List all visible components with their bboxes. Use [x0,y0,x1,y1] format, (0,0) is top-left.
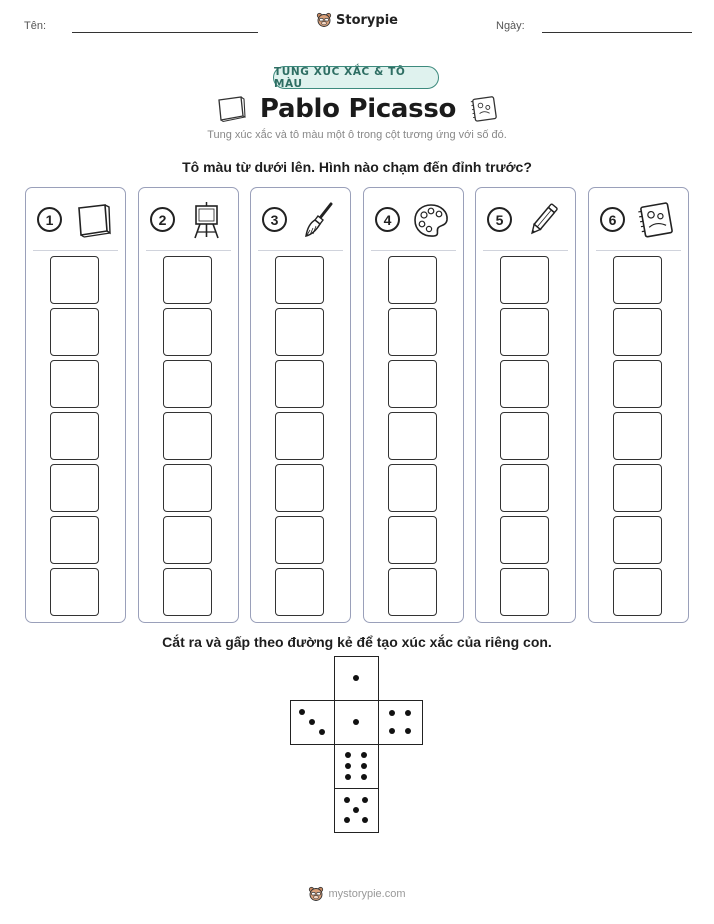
color-box[interactable] [388,412,437,460]
bear-logo-icon [316,12,332,28]
column-number: 2 [150,207,175,232]
column-number: 6 [600,207,625,232]
die-instruction: Cắt ra và gấp theo đường kẻ để tạo xúc xắc của riêng con. [162,634,552,650]
die-pip [405,728,411,734]
die-pip [345,763,351,769]
column-number: 3 [262,207,287,232]
column-1 [25,187,126,623]
column-4 [363,187,464,623]
subtitle: Tung xúc xắc và tô màu một ô trong cột tương ứng với số đó. [207,129,507,141]
name-line[interactable] [72,32,258,33]
die-pip [405,710,411,716]
date-line[interactable] [542,32,692,33]
color-box[interactable] [163,568,212,616]
color-box[interactable] [275,412,324,460]
column-5 [475,187,576,623]
color-box[interactable] [500,308,549,356]
color-box[interactable] [50,308,99,356]
die-pip [361,774,367,780]
date-label: Ngày: [496,20,525,32]
activity-badge: TUNG XÚC XẮC & TÔ MÀU [273,66,439,89]
color-box[interactable] [50,256,99,304]
easel-icon [186,200,226,240]
column-2 [138,187,239,623]
title-row [0,91,714,127]
die-face-3 [334,700,379,745]
brand-name: Storypie [336,12,398,28]
sketchbook-icon [636,200,676,240]
color-box[interactable] [500,412,549,460]
color-box[interactable] [500,464,549,512]
brand-logo [0,12,714,28]
color-box[interactable] [613,308,662,356]
bear-logo-icon [308,886,324,902]
page-title: Pablo Picasso [259,94,457,124]
column-number: 4 [375,207,400,232]
color-box[interactable] [275,256,324,304]
die-pip [309,719,315,725]
color-box[interactable] [613,516,662,564]
color-box[interactable] [275,568,324,616]
die-pip [362,817,368,823]
color-box[interactable] [163,308,212,356]
die-pip [353,719,359,725]
box-stack [388,256,438,620]
color-box[interactable] [613,256,662,304]
color-box[interactable] [275,360,324,408]
die-pip [345,752,351,758]
die-face-1 [334,656,379,701]
box-stack [275,256,325,620]
box-stack [500,256,550,620]
die-face-2 [290,700,335,745]
box-stack [613,256,663,620]
die-face-5 [334,744,379,789]
column-number: 5 [487,207,512,232]
color-box[interactable] [163,360,212,408]
color-box[interactable] [388,360,437,408]
color-box[interactable] [613,412,662,460]
color-box[interactable] [388,568,437,616]
box-stack [50,256,100,620]
die-pip [361,763,367,769]
die-pip [362,797,368,803]
color-box[interactable] [613,464,662,512]
color-box[interactable] [50,568,99,616]
sketchbook-icon [470,96,498,122]
paintbrush-icon [298,200,338,240]
color-box[interactable] [388,516,437,564]
die-pip [344,817,350,823]
color-box[interactable] [50,412,99,460]
die-face-4 [378,700,423,745]
color-box[interactable] [275,464,324,512]
color-box[interactable] [500,516,549,564]
die-face-6 [334,788,379,833]
color-box[interactable] [500,256,549,304]
color-box[interactable] [500,360,549,408]
die-pip [389,710,395,716]
color-box[interactable] [50,516,99,564]
instruction: Tô màu từ dưới lên. Hình nào chạm đến đỉnh trước? [182,159,532,175]
color-box[interactable] [50,464,99,512]
die-pip [361,752,367,758]
color-box[interactable] [500,568,549,616]
column-number: 1 [37,207,62,232]
die-pip [299,709,305,715]
die-pip [353,675,359,681]
palette-icon [411,200,451,240]
color-box[interactable] [275,308,324,356]
color-box[interactable] [163,256,212,304]
footer [0,886,714,902]
color-box[interactable] [163,464,212,512]
color-box[interactable] [163,412,212,460]
color-box[interactable] [613,568,662,616]
color-box[interactable] [388,308,437,356]
die-pip [353,807,359,813]
box-stack [163,256,213,620]
column-6 [588,187,689,623]
color-box[interactable] [163,516,212,564]
column-3 [250,187,351,623]
color-box[interactable] [388,464,437,512]
pencil-icon [523,200,563,240]
die-pip [344,797,350,803]
color-box[interactable] [388,256,437,304]
color-box[interactable] [613,360,662,408]
die-pip [389,728,395,734]
color-box[interactable] [275,516,324,564]
name-label: Tên: [24,20,47,32]
die-pip [345,774,351,780]
color-box[interactable] [50,360,99,408]
die-pip [319,729,325,735]
canvas-icon [216,96,246,122]
footer-url: mystorypie.com [328,888,406,900]
canvas-icon [73,200,113,240]
